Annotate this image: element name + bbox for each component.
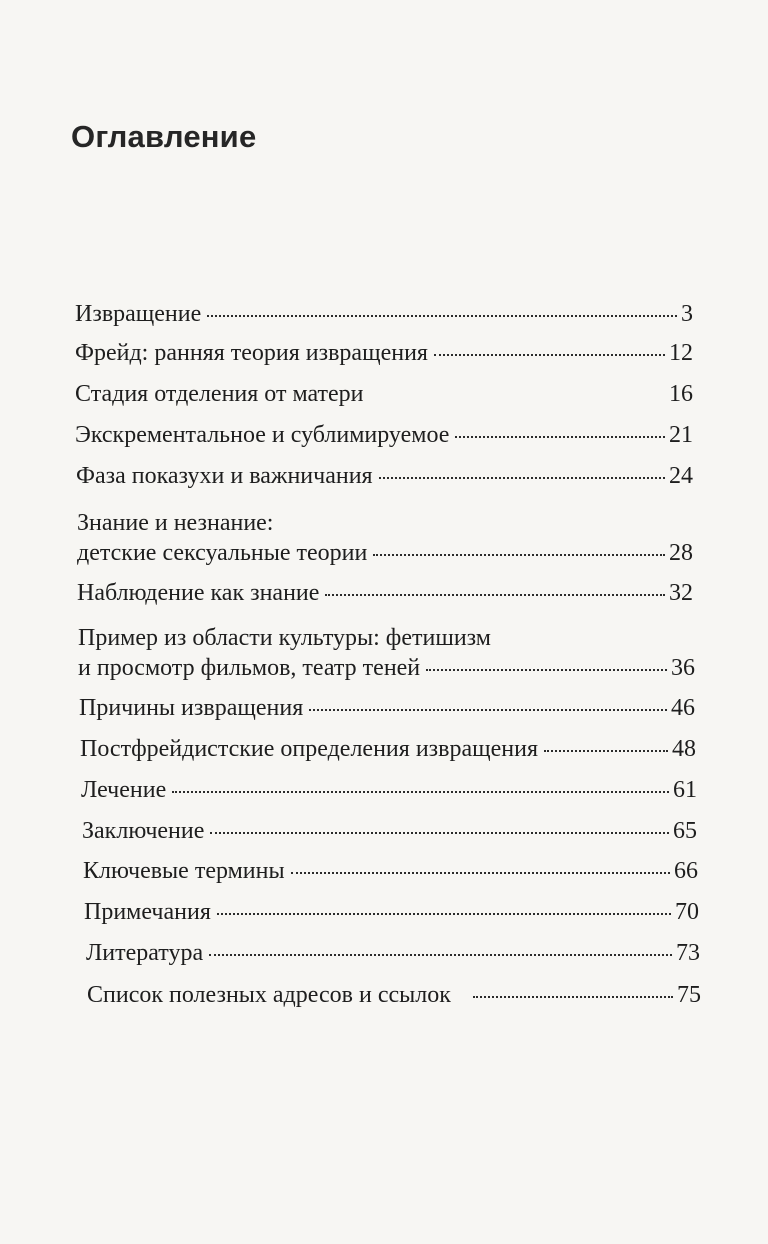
toc-entry-page: 65 [673, 818, 697, 844]
dot-leader [455, 436, 665, 438]
toc-entry-title: детские сексуальные теории [77, 540, 368, 566]
toc-entry-page: 32 [669, 580, 693, 606]
toc-entry [77, 508, 693, 568]
dot-leader [379, 477, 665, 479]
toc-entry-page: 3 [681, 301, 693, 327]
toc-entry-page: 75 [677, 982, 701, 1008]
toc-entry-title: Список полезных адресов и ссылок [87, 982, 451, 1008]
toc-entry-title: Ключевые термины [83, 858, 285, 884]
toc-entry-title: Примечания [84, 899, 211, 925]
dot-leader [325, 594, 665, 596]
toc-entry [83, 856, 698, 886]
toc-entry-page: 36 [671, 655, 695, 681]
toc-entry [80, 734, 696, 764]
toc-entry-title: Причины извращения [79, 695, 304, 721]
toc-entry-page: 48 [672, 736, 696, 762]
toc-entry-title: Литература [86, 940, 204, 966]
dot-leader [373, 554, 665, 556]
toc-entry-title: Лечение [81, 777, 167, 803]
dot-leader [309, 709, 667, 711]
toc-entry-page: 70 [675, 899, 699, 925]
toc-entry-title: Экскрементальное и сублимируемое [75, 422, 450, 448]
toc-entry [75, 420, 693, 450]
toc-entry-page: 21 [669, 422, 693, 448]
toc-entry-title: Постфрейдистские определения извращения [80, 736, 538, 762]
toc-entry-title: Фрейд: ранняя теория извращения [75, 340, 428, 366]
page-title: Оглавление [71, 119, 257, 154]
toc-entry [86, 938, 700, 968]
dot-leader [210, 832, 669, 834]
dot-leader [291, 872, 670, 874]
toc-entry [81, 775, 697, 805]
toc-entry [77, 578, 693, 608]
dot-leader [172, 791, 669, 793]
toc-entry-page: 24 [669, 463, 693, 489]
toc-entry-title-line1: Пример из области культуры: фетишизм [78, 625, 491, 651]
toc-entry-page: 12 [669, 340, 693, 366]
toc-entry-title: Стадия отделения от матери [75, 381, 364, 407]
toc-entry-title: Наблюдение как знание [77, 580, 320, 606]
dot-leader [209, 954, 672, 956]
toc-entry [78, 623, 695, 683]
dot-leader [434, 354, 665, 356]
toc-entry-title: Извращение [75, 301, 202, 327]
toc-entry-title: Фаза показухи и важничания [76, 463, 373, 489]
toc-entry-title-line1: Знание и незнание: [77, 510, 274, 536]
toc-entry [82, 816, 697, 846]
toc-entry-page: 61 [673, 777, 697, 803]
toc-entry-page: 28 [669, 540, 693, 566]
toc-entry [75, 338, 693, 368]
dot-leader [370, 395, 665, 397]
toc-entry-page: 46 [671, 695, 695, 721]
toc-entry [75, 299, 693, 329]
toc-entry [87, 980, 701, 1010]
dot-leader [426, 669, 667, 671]
dot-leader [217, 913, 671, 915]
dot-leader [473, 996, 673, 998]
toc-entry-page: 16 [669, 381, 693, 407]
toc-entry [79, 693, 695, 723]
dot-leader [544, 750, 668, 752]
toc-entry-page: 73 [676, 940, 700, 966]
toc-entry-title: и просмотр фильмов, театр теней [78, 655, 421, 681]
toc-entry [76, 461, 693, 491]
dot-leader [207, 315, 677, 317]
toc-entry [75, 379, 693, 409]
toc-entry-title: Заключение [82, 818, 205, 844]
toc-entry-page: 66 [674, 858, 698, 884]
toc-entry [84, 897, 699, 927]
